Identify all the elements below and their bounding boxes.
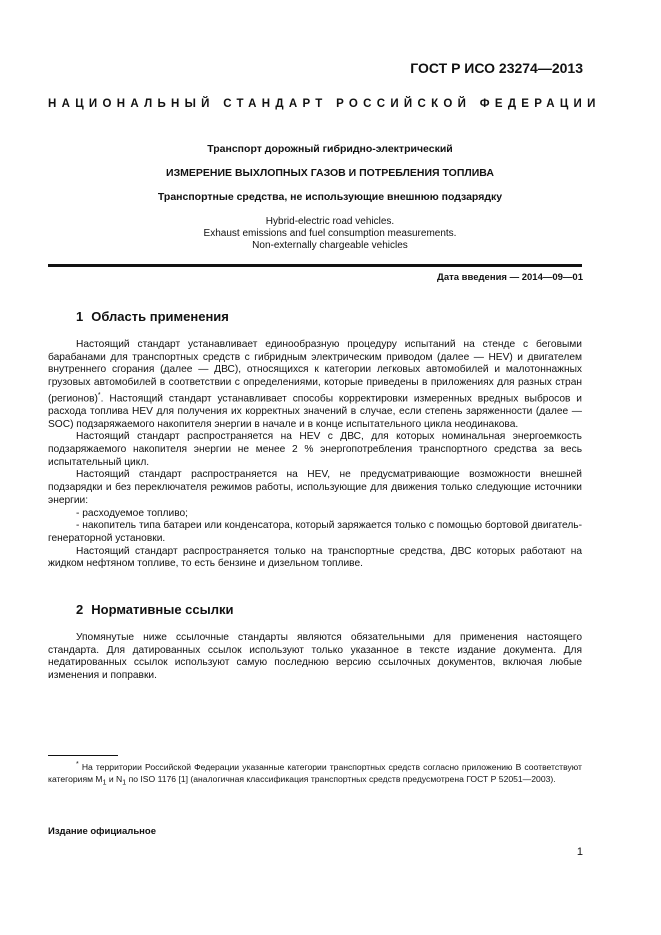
title-line-1: Транспорт дорожный гибридно-электрический xyxy=(207,143,453,155)
national-standard-banner: НАЦИОНАЛЬНЫЙ СТАНДАРТ РОССИЙСКОЙ ФЕДЕРАЦИИ xyxy=(48,98,601,110)
page-number: 1 xyxy=(576,846,583,858)
effective-date: Дата введения — 2014—09—01 xyxy=(437,272,583,283)
section-1-title: Область применения xyxy=(91,309,229,324)
section-1-body xyxy=(48,339,582,571)
english-title-3: Non-externally chargeable vehicles xyxy=(252,240,408,251)
footnote-divider xyxy=(48,755,118,756)
list-item-fuel: - расходуемое топливо; xyxy=(76,507,188,519)
english-title-1: Hybrid-electric road vehicles. xyxy=(265,216,395,227)
section-1-paragraph-4: Настоящий стандарт распространяется только на транспортные средства, ДВС которых работают на жидком нефтяном топливе, то есть бензине и дизельном топливе. xyxy=(48,545,582,570)
list-item-storage: - накопитель типа батареи или конденсатора, который заряжается только с помощью бортовой двигатель-генераторной установки. xyxy=(48,520,582,544)
section-1-paragraph-1: Настоящий стандарт устанавливает единообразную процедуру испытаний на стенде с беговыми барабанами для транспортных средств с гибридным электрическим приводом (далее — HEV) и двигателем внутреннего сгорания (далее — ДВС), относящихся к категории легковых автомобилей и малотоннажных грузовых автомобилей в соответствии с определениями, которые приведены в приложениях для разных стран (регионов)*. Настоящий стандарт устанавливает способы корректировки измеренных вредных выбросов и расхода топлива HEV для получения их корректных значений в случае, если степень заряженности (далее — SOC) подзаряжаемого накопителя энергии в начале и в конце испытательного цикла неодинакова. xyxy=(48,339,582,430)
section-2-heading xyxy=(76,602,233,617)
english-title xyxy=(48,216,612,252)
section-2-paragraph-1: Упомянутые ниже ссылочные стандарты являются обязательными для применения настоящего стандарта. Для датированных ссылок используют только указанное в тексте издание документа. Для недатированных ссылок используют самую последнюю версию ссылочных документов, включая любые изменения и поправки. xyxy=(48,632,582,682)
title-line-3: Транспортные средства, не использующие внешнюю подзарядку xyxy=(157,191,503,203)
section-2-number: 2 xyxy=(76,602,84,617)
section-1-paragraph-3: Настоящий стандарт распространяется на HEV, не предусматривающие возможности внешней подзарядки и без переключателя режимов работы, использующие для движения только следующие источники энергии: xyxy=(48,469,582,506)
section-2-title: Нормативные ссылки xyxy=(91,602,234,617)
section-1-paragraph-2: Настоящий стандарт распространяется на HEV с ДВС, для которых номинальная энергоемкость подзаряжаемого накопителя энергии не менее 2 % энергопотребления транспортного средства за весь испытательный цикл. xyxy=(48,431,582,468)
section-1-number: 1 xyxy=(76,309,84,324)
english-title-2: Exhaust emissions and fuel consumption measurements. xyxy=(203,228,457,239)
official-edition-label: Издание официальное xyxy=(48,826,156,837)
section-1-heading xyxy=(76,309,229,324)
footnote: * На территории Российской Федерации указанные категории транспортных средств согласно приложению В соответствуют категориям $М_1$ и $N_1$ по ISO 1176 [1] (аналогичная классификация транспортных средств предусмотрена ГОСТ Р 52051—2003). xyxy=(48,761,582,787)
footnote-reference[interactable]: * xyxy=(97,391,101,399)
section-2-body xyxy=(48,632,582,683)
title-line-2: ИЗМЕРЕНИЕ ВЫХЛОПНЫХ ГАЗОВ И ПОТРЕБЛЕНИЯ ТОПЛИВА xyxy=(166,167,494,179)
footnote-mark: * xyxy=(76,761,79,768)
standard-code: ГОСТ Р ИСО 23274—2013 xyxy=(410,60,583,76)
title-divider xyxy=(48,264,582,267)
